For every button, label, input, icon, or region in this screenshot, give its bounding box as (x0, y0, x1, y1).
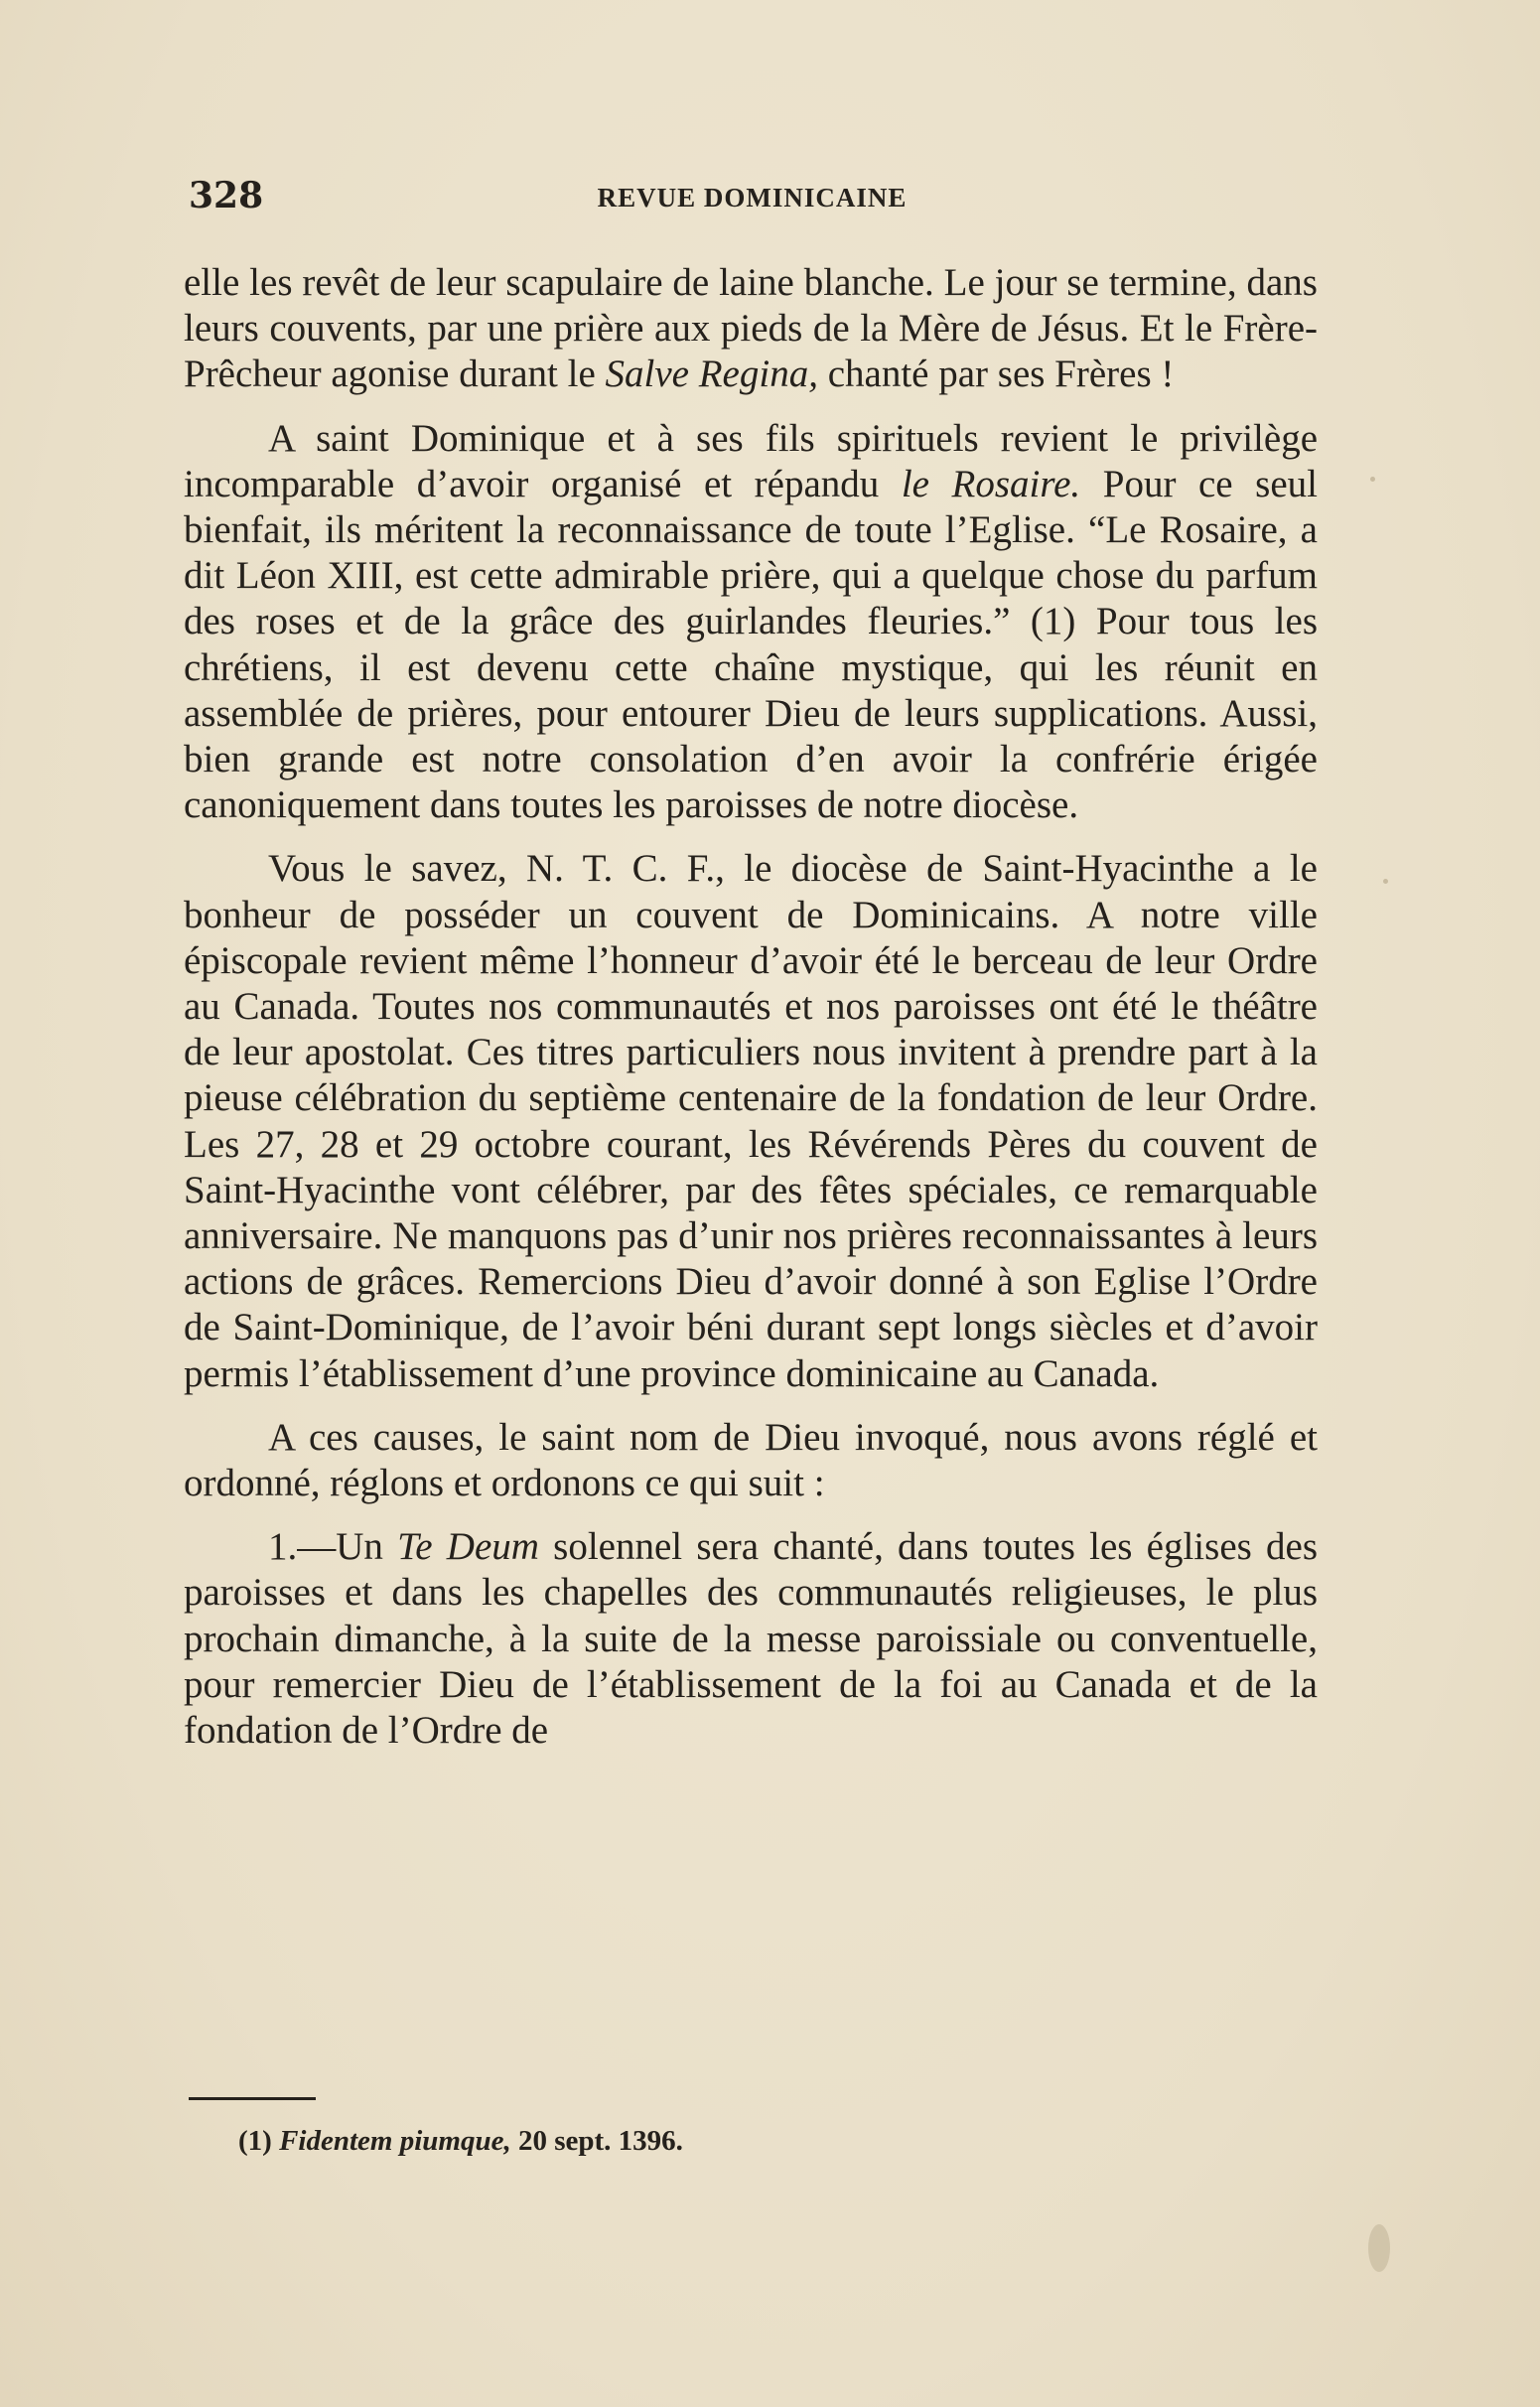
footnote (238, 2125, 1311, 2158)
body-text (184, 260, 1318, 1754)
italic-text: Salve Regina, (605, 353, 818, 396)
paragraph (184, 260, 1318, 398)
paper-speck (1370, 477, 1375, 482)
italic-text: Te Deum (397, 1525, 539, 1569)
text-run: A saint Dominique et à ses fils spirituels revient le privilège incomparable d’avoir organisé et répandu (184, 416, 1318, 505)
text-run: A ces causes, le saint nom de Dieu invoqué, nous avons réglé et ordonné, réglons et ordonons ce qui suit : (184, 1415, 1318, 1505)
running-head: REVUE DOMINICAINE (597, 183, 908, 212)
text-run: Vous le savez, N. T. C. F., le diocèse de Saint-Hyacinthe a le bonheur de posséder un couvent de Dominicains. A notre ville épiscopale revient même l’honneur d’avoir été le berceau de leur Ordre au Canada. Toutes nos communautés et nos paroisses ont été le théâtre de leur apostolat. Ces titres particuliers nous invitent à prendre part à la pieuse célébration du septième centenaire de la fondation de leur Ordre. Les 27, 28 et 29 octobre courant, les Révérends Pères du couvent de Saint-Hyacinthe vont célébrer, par des fêtes spéciales, ce remarquable anniversaire. Ne manquons pas d’unir nos prières reconnaissantes à leurs actions de grâces. Remercions Dieu d’avoir donné à son Eglise l’Ordre de Saint-Dominique, de l’avoir béni durant sept longs siècles et d’avoir permis l’établissement d’une province dominicaine au Canada. (184, 847, 1318, 1395)
paper-speck (1383, 879, 1388, 884)
italic-text: le Rosaire. (901, 462, 1081, 505)
paragraph-gap (184, 1506, 1318, 1524)
text-run: solennel sera chanté, dans toutes les églises des paroisses et dans les chapelles des communautés religieuses, le plus prochain dimanche, à la suite de la messe paroissiale ou conventuelle, pour remercier Dieu de l’établissement de la foi au Canada et de la fondation de l’Ordre de (184, 1525, 1319, 1753)
text-run: 1.—Un (268, 1525, 398, 1569)
footnote-rule (189, 2097, 316, 2100)
page-number: 328 (189, 175, 264, 216)
paragraph (184, 416, 1318, 829)
text-run: Pour ce seul bienfait, ils méritent la reconnaissance de toute l’Eglise. “Le Rosaire, a dit Léon XIII, est cette admirable prière, qui a quelque chose du parfum des roses et de la grâce des guirlandes fleuries.” (1) Pour tous les chrétiens, il est devenu cette chaîne mystique, qui les réunit en assemblée de prières, pour entourer Dieu de leurs supplications. Aussi, bien grande est notre consolation d’en avoir la confrérie érigée canoniquement dans toutes les paroisses de notre diocèse. (184, 462, 1318, 827)
paper-blemish (1368, 2224, 1390, 2272)
footnote-date: 20 sept. 1396. (510, 2125, 683, 2157)
paragraph-gap (184, 828, 1318, 846)
paragraph (184, 1415, 1318, 1506)
text-run: elle les revêt de leur scapulaire de laine blanche. Le jour se termine, dans leurs couvents, par une prière aux pieds de la Mère de Jésus. Et le Frère-Prêcheur agonise durant le (184, 261, 1318, 396)
text-run: chanté par ses Frères ! (817, 353, 1175, 396)
paragraph-gap (184, 398, 1318, 416)
footnote-marker: (1) (238, 2125, 272, 2157)
footnote-source: Fidentem piumque, (279, 2125, 511, 2157)
paragraph (184, 1524, 1318, 1754)
paragraph-gap (184, 1397, 1318, 1415)
page-header (189, 175, 1316, 224)
paragraph (184, 846, 1318, 1396)
